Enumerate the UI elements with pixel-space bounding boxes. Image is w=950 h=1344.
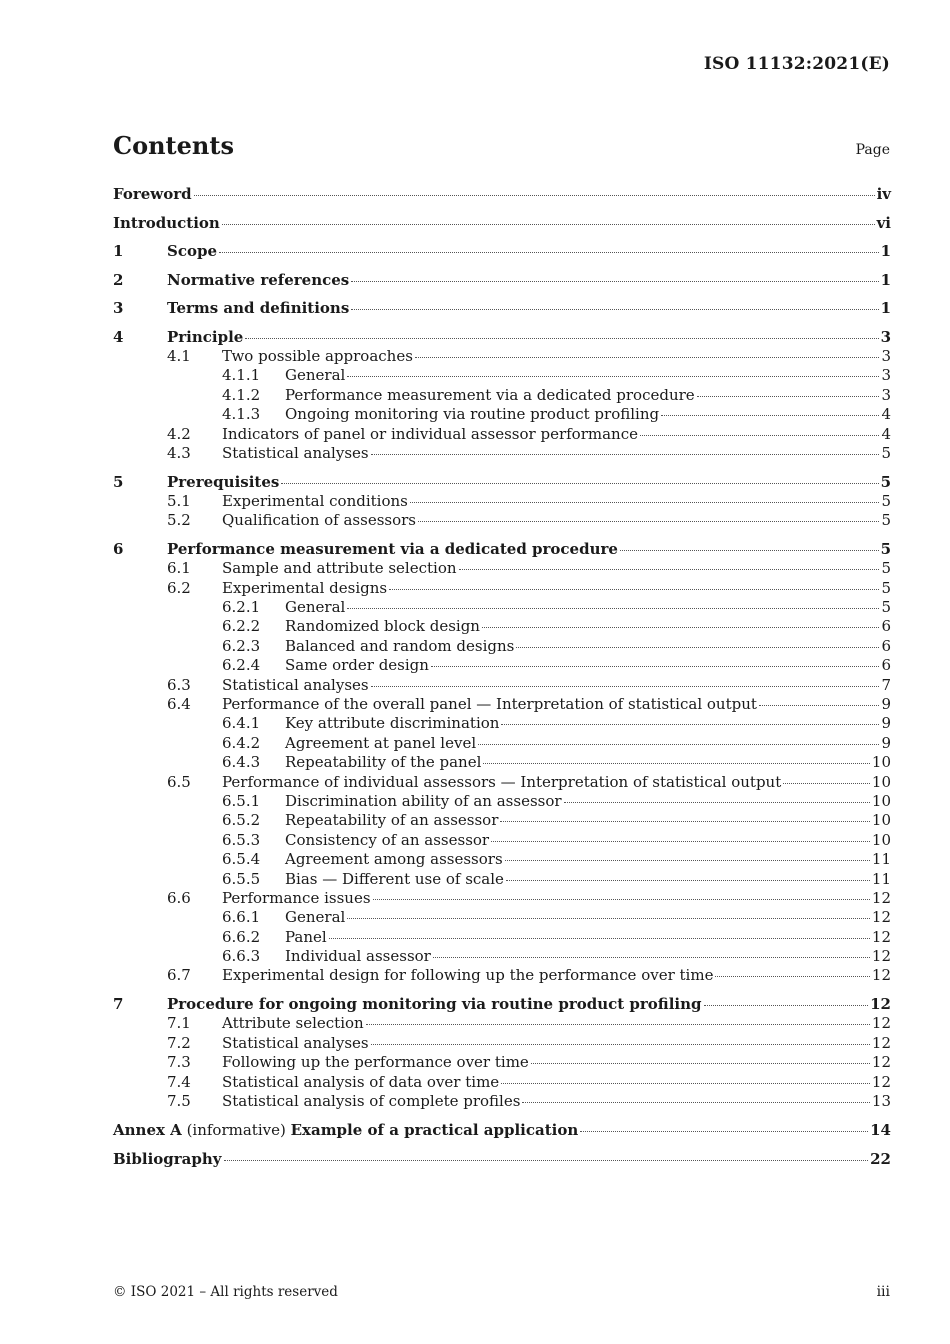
toc-entry-page: 3 [880,327,891,346]
toc-entry[interactable] [113,366,891,385]
toc-entry-title: Agreement among assessors [285,850,503,869]
toc-entry-page: 22 [870,1149,891,1168]
toc-entry-title: Qualification of assessors [222,511,416,530]
toc-entry-number: 6.5.2 [222,811,261,830]
toc-entry-title: Statistical analyses [222,675,369,694]
toc-entry-title: Repeatability of an assessor [285,811,499,830]
toc-entry[interactable] [113,792,891,811]
toc-entry-number: 4.1 [167,346,191,365]
toc-entry[interactable] [113,579,891,598]
contents-heading: Contents [113,131,234,160]
table-of-contents [113,184,891,1169]
dot-leader [222,223,875,225]
toc-entry-title: Bias — Different use of scale [285,869,504,888]
toc-entry[interactable] [113,1034,891,1053]
dot-leader [640,434,879,436]
toc-entry-page: 12 [871,888,891,907]
page-column-label: Page [855,142,890,158]
toc-entry[interactable] [113,511,891,530]
toc-entry-number: 2 [113,270,124,289]
toc-entry-title: Performance measurement via a dedicated procedure [167,540,618,559]
toc-entry-title: Introduction [113,213,220,232]
toc-entry[interactable] [113,1092,891,1111]
toc-entry-page: 12 [871,1072,891,1091]
toc-entry-page: 4 [881,424,891,443]
toc-entry-number: 4.1.3 [222,405,261,424]
toc-entry[interactable] [113,966,891,985]
toc-entry-number: 1 [113,242,124,261]
toc-entry-title: General [285,366,346,385]
toc-entry[interactable] [113,734,891,753]
toc-entry-number: 4.1.2 [222,385,261,404]
toc-entry-title: Performance issues [222,888,371,907]
toc-entry-number: 6.7 [167,966,191,985]
toc-entry[interactable] [113,1073,891,1092]
toc-entry-number: 5 [113,472,124,491]
annex-note: (informative) [181,1121,291,1140]
toc-entry-title: Experimental design for following up the performance over time [222,966,714,985]
toc-entry[interactable] [113,444,891,463]
dot-leader [431,665,880,667]
dot-leader [715,975,869,977]
toc-entry[interactable] [113,617,891,636]
toc-entry[interactable] [113,425,891,444]
toc-entry-number: 7.1 [167,1014,191,1033]
toc-entry-page: 5 [880,472,891,491]
toc-entry[interactable] [113,773,891,792]
toc-entry-page: 6 [881,656,891,675]
toc-entry[interactable] [113,472,891,492]
dot-leader [759,704,880,706]
toc-entry-page: 12 [871,927,891,946]
dot-leader [783,782,870,784]
toc-entry-title: Terms and definitions [167,299,350,318]
toc-entry-number: 6.5.4 [222,850,261,869]
toc-entry[interactable] [113,559,891,578]
toc-entry-number: 4.3 [167,443,191,462]
toc-entry-title: Scope [167,242,218,261]
toc-entry-page: 7 [881,675,891,694]
toc-entry-title: Sample and attribute selection [222,559,457,578]
dot-leader [501,1082,870,1084]
toc-entry-page: 10 [871,753,891,772]
toc-entry[interactable] [113,386,891,405]
toc-entry-page: 5 [881,511,891,530]
dot-leader [373,898,870,900]
dot-leader [482,626,879,628]
toc-entry[interactable] [113,676,891,695]
toc-entry[interactable] [113,850,891,869]
toc-entry-page: 1 [880,242,891,261]
toc-entry[interactable] [113,347,891,366]
toc-entry-page: 5 [881,491,891,510]
toc-entry-title: Indicators of panel or individual assessor performance [222,424,638,443]
toc-entry-title: Normative references [167,270,350,289]
toc-entry-page: 12 [871,1033,891,1052]
dot-leader [661,414,879,416]
dot-leader [351,308,878,310]
dot-leader [347,607,879,609]
toc-entry-page: 10 [871,811,891,830]
toc-entry[interactable] [113,298,891,318]
toc-entry-number: 6.6.2 [222,927,261,946]
annex-label: Annex A [113,1121,182,1140]
dot-leader [580,1130,868,1132]
dot-leader [620,549,879,551]
toc-entry-number: 6.5.5 [222,869,261,888]
copyright-notice: © ISO 2021 – All rights reserved [113,1284,338,1300]
toc-entry-page: 11 [871,869,891,888]
toc-entry-page: 5 [881,598,891,617]
toc-entry-page: 12 [871,1053,891,1072]
toc-entry-title [113,1120,578,1140]
toc-entry-page: 9 [881,733,891,752]
toc-entry-number: 6.6.3 [222,947,261,966]
toc-entry-title: Statistical analyses [222,443,369,462]
dot-leader [506,879,870,881]
toc-entry-number: 7 [113,995,124,1014]
toc-entry[interactable] [113,695,891,714]
dot-leader [697,395,880,397]
toc-entry-page: 14 [870,1121,891,1140]
toc-entry[interactable] [113,492,891,511]
toc-entry[interactable] [113,405,891,424]
dot-leader [351,280,878,282]
toc-entry-number: 7.2 [167,1033,191,1052]
toc-entry-title: Principle [167,327,244,346]
toc-entry[interactable] [113,714,891,733]
toc-entry-title: Performance measurement via a dedicated procedure [285,385,695,404]
dot-leader [371,453,880,455]
toc-entry[interactable] [113,753,891,772]
toc-entry[interactable] [113,539,891,559]
toc-entry-number: 3 [113,299,124,318]
dot-leader [501,723,879,725]
toc-entry-title: Bibliography [113,1149,222,1168]
toc-entry-number: 6.1 [167,559,191,578]
toc-entry-page: 5 [881,578,891,597]
dot-leader [219,251,879,253]
toc-entry-number: 6.2.2 [222,617,261,636]
dot-leader [491,840,870,842]
dot-leader [704,1004,869,1006]
dot-leader [245,337,878,339]
dot-leader [483,762,870,764]
dot-leader [366,1023,870,1025]
toc-entry-number: 6.6 [167,888,191,907]
toc-entry-page: 6 [881,617,891,636]
toc-entry-page: 9 [881,695,891,714]
dot-leader [415,356,880,358]
toc-entry-number: 5.2 [167,511,191,530]
toc-entry-title: Foreword [113,185,192,203]
toc-entry-page: 3 [881,366,891,385]
dot-leader [564,801,870,803]
toc-entry-page: 10 [871,791,891,810]
toc-entry[interactable] [113,241,891,261]
toc-entry-title: Experimental designs [222,578,388,597]
toc-entry-page: 10 [871,772,891,791]
toc-entry[interactable] [113,598,891,617]
toc-entry-title: Key attribute discrimination [285,714,500,733]
toc-entry-page: 3 [881,346,891,365]
toc-entry-page: 1 [880,270,891,289]
dot-leader [418,520,879,522]
toc-entry-number: 5.1 [167,491,191,510]
dot-leader [347,375,879,377]
dot-leader [389,588,879,590]
dot-leader [224,1159,869,1161]
toc-entry-page: 12 [871,908,891,927]
toc-entry-title: Prerequisites [167,472,280,491]
dot-leader [194,194,875,196]
toc-entry[interactable] [113,889,891,908]
toc-entry-page: 5 [881,559,891,578]
toc-entry-number: 4.1.1 [222,366,261,385]
toc-entry-title: Repeatability of the panel [285,753,482,772]
toc-entry-title: Agreement at panel level [285,733,477,752]
toc-entry-title: Procedure for ongoing monitoring via routine product profiling [167,995,702,1014]
dot-leader [410,501,880,503]
toc-entry[interactable] [113,213,891,233]
toc-entry-number: 6 [113,540,124,559]
toc-entry[interactable] [113,656,891,675]
document-id: ISO 11132:2021(E) [703,54,890,74]
toc-entry[interactable] [113,947,891,966]
toc-entry-title: General [285,908,346,927]
dot-leader [478,743,879,745]
toc-entry-number: 6.2.3 [222,636,261,655]
toc-entry[interactable] [113,327,891,347]
toc-entry-title: Following up the performance over time [222,1053,529,1072]
toc-entry-page: vi [876,213,891,232]
annex-title: Example of a practical application [290,1121,579,1140]
toc-entry[interactable] [113,811,891,830]
toc-entry-number: 6.3 [167,675,191,694]
toc-entry-title: Attribute selection [222,1014,364,1033]
toc-entry-page: 12 [870,995,891,1014]
toc-entry-number: 4.2 [167,424,191,443]
dot-leader [500,820,870,822]
dot-leader [329,937,870,939]
toc-entry[interactable] [113,270,891,290]
dot-leader [433,956,870,958]
toc-entry-number: 6.5 [167,772,191,791]
toc-entry[interactable] [113,870,891,889]
toc-entry[interactable] [113,1053,891,1072]
toc-entry-page: 4 [881,405,891,424]
toc-entry-number: 4 [113,327,124,346]
toc-entry-number: 6.4.3 [222,753,261,772]
toc-entry[interactable] [113,1120,891,1140]
dot-leader [347,917,870,919]
page-number: iii [876,1284,890,1300]
toc-entry[interactable] [113,1014,891,1033]
toc-entry[interactable] [113,637,891,656]
toc-entry-number: 6.2.1 [222,598,261,617]
dot-leader [371,1043,870,1045]
toc-entry-title: Ongoing monitoring via routine product profiling [285,405,660,424]
dot-leader [459,568,880,570]
toc-entry-number: 6.2.4 [222,656,261,675]
dot-leader [371,685,880,687]
toc-entry[interactable] [113,928,891,947]
toc-entry[interactable] [113,994,891,1014]
toc-entry[interactable] [113,831,891,850]
toc-entry-number: 6.5.1 [222,791,261,810]
toc-entry-page: 11 [871,850,891,869]
toc-entry-number: 6.4.1 [222,714,261,733]
toc-entry-number: 6.6.1 [222,908,261,927]
toc-entry-title: Statistical analyses [222,1033,369,1052]
toc-entry-title: Discrimination ability of an assessor [285,791,562,810]
toc-entry-number: 7.5 [167,1092,191,1111]
toc-entry[interactable] [113,1149,891,1169]
toc-entry-title: Performance of individual assessors — Interpretation of statistical output [222,772,782,791]
toc-entry-page: 6 [881,636,891,655]
toc-entry-number: 6.2 [167,578,191,597]
toc-entry-number: 6.4 [167,695,191,714]
toc-entry-page: 10 [871,830,891,849]
toc-entry-page: 5 [881,443,891,462]
toc-entry-number: 7.4 [167,1072,191,1091]
toc-entry-page: 1 [880,299,891,318]
toc-entry-title: Balanced and random designs [285,636,515,655]
toc-entry-title: General [285,598,346,617]
toc-entry-title: Same order design [285,656,429,675]
toc-entry[interactable] [113,908,891,927]
toc-entry-page: 3 [881,385,891,404]
toc-entry-number: 6.5.3 [222,830,261,849]
toc-entry-title: Randomized block design [285,617,480,636]
toc-entry-title: Statistical analysis of complete profiles [222,1092,521,1111]
toc-entry-title: Experimental conditions [222,491,408,510]
toc-entry-page: 12 [871,947,891,966]
toc-entry-page: 12 [871,966,891,985]
dot-leader [505,859,870,861]
toc-entry-title: Consistency of an assessor [285,830,490,849]
toc-entry-title: Performance of the overall panel — Interpretation of statistical output [222,695,757,714]
toc-entry-number: 7.3 [167,1053,191,1072]
dot-leader [516,646,879,648]
toc-entry-page: 13 [871,1092,891,1111]
toc-entry-title: Two possible approaches [222,346,413,365]
dot-leader [531,1062,870,1064]
toc-entry-page: 9 [881,714,891,733]
toc-entry-page: 12 [871,1014,891,1033]
toc-entry-title: Statistical analysis of data over time [222,1072,500,1091]
dot-leader [281,482,878,484]
toc-entry-title: Panel [285,927,327,946]
toc-entry-page: iv [876,185,891,203]
toc-entry-page: 5 [880,540,891,559]
dot-leader [522,1101,869,1103]
toc-entry-title: Individual assessor [285,947,431,966]
toc-entry-number: 6.4.2 [222,733,261,752]
toc-entry[interactable] [113,184,891,204]
